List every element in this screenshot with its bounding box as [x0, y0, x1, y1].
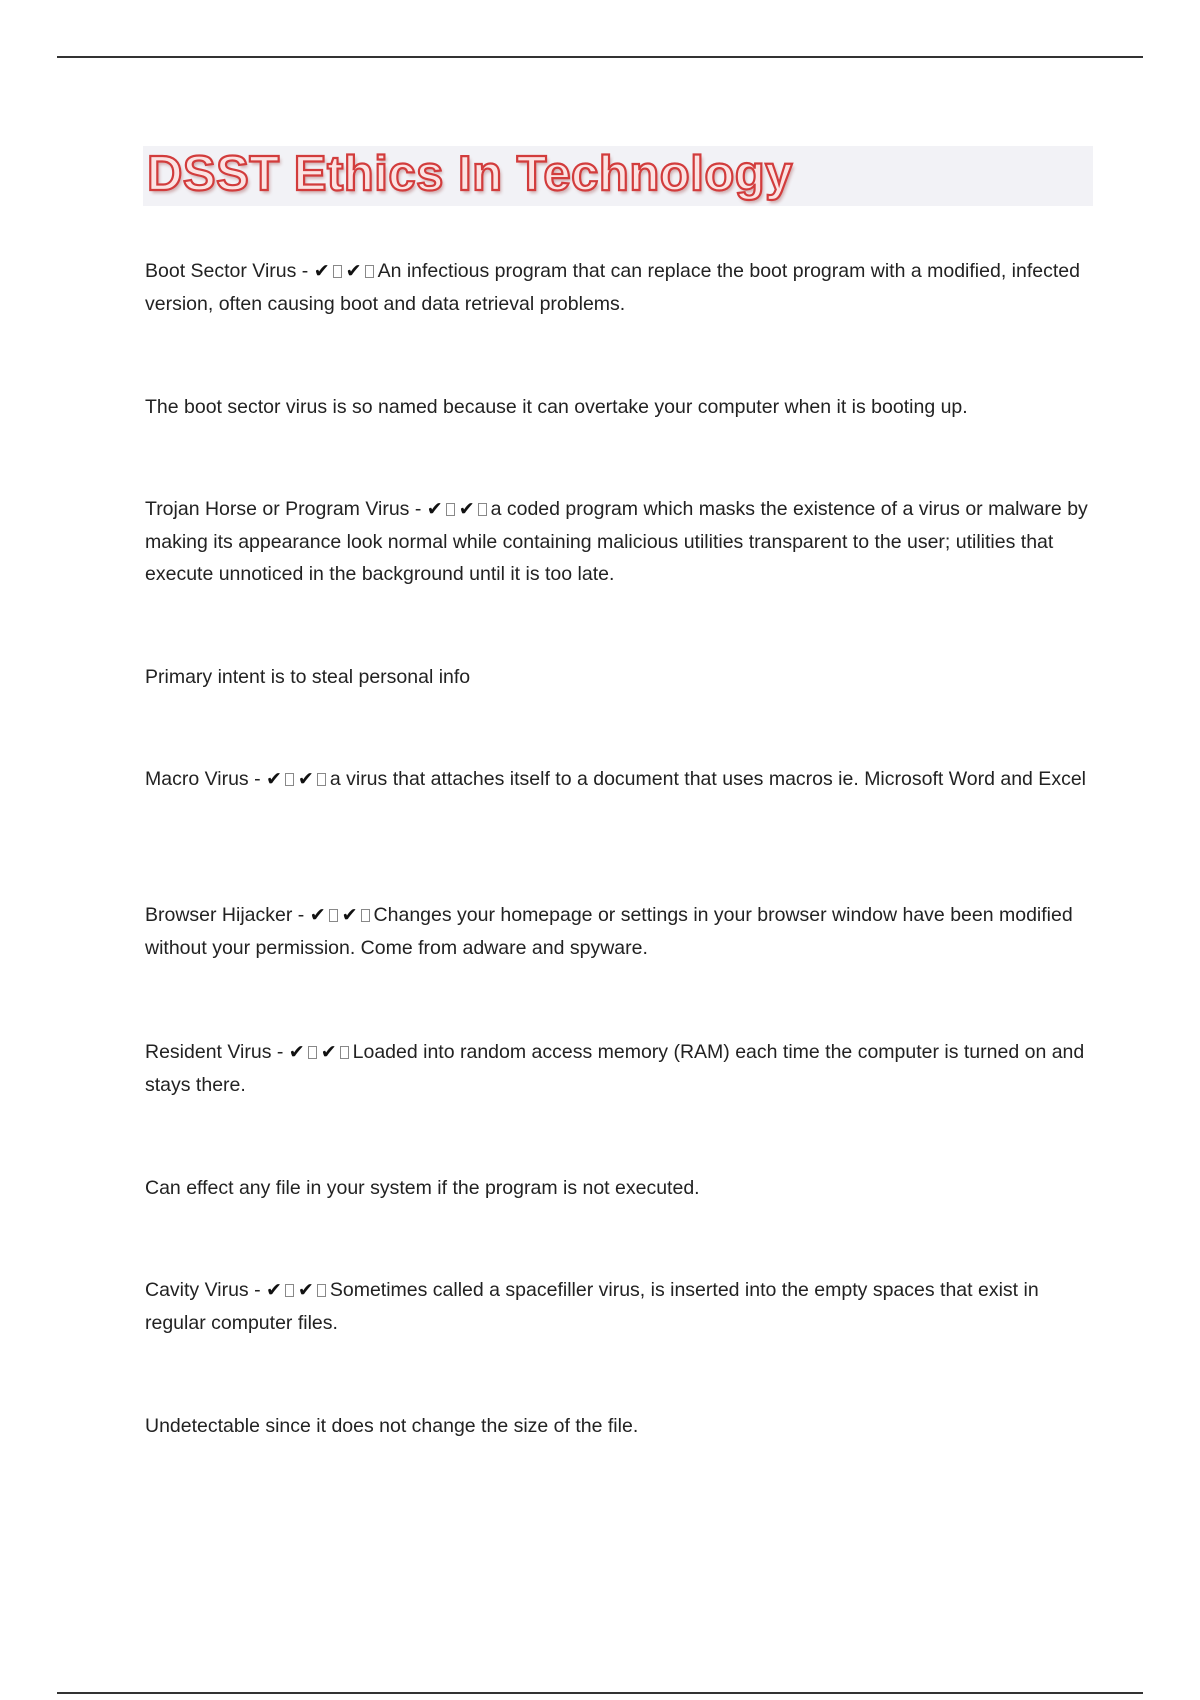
check-icon: ✔ [288, 1041, 305, 1063]
box-icon [333, 265, 342, 278]
definition: a coded program which masks the existence of a virus or malware by making its appearance look normal while containing malicious utilities transparent to the user; utilities that execute unnoticed in the background until it is too late. [145, 498, 1088, 585]
term: Macro Virus - [145, 768, 266, 790]
definition: Changes your homepage or settings in your browser window have been modified without your permission. Come from adware and spyware. [145, 904, 1073, 959]
flashcard-browser-hijacker [145, 899, 1095, 964]
box-icon [317, 1284, 326, 1297]
box-icon [365, 265, 374, 278]
box-icon [285, 773, 294, 786]
document-title: DSST Ethics In Technology [147, 147, 793, 201]
term: Browser Hijacker - [145, 904, 310, 926]
note-boot-sector-naming [145, 391, 1095, 424]
check-icon: ✔ [266, 1279, 282, 1301]
check-icon: ✔ [320, 1041, 337, 1063]
title-banner [143, 146, 1093, 206]
box-icon [361, 909, 370, 922]
note-cavity-undetectable [145, 1410, 1095, 1443]
term: Boot Sector Virus - [145, 260, 314, 282]
flashcard-trojan-horse [145, 493, 1095, 591]
flashcard-resident-virus [145, 1036, 1095, 1101]
flashcard-boot-sector-virus [145, 255, 1095, 320]
box-icon [317, 773, 326, 786]
check-icon: ✔ [458, 498, 475, 520]
check-icon: ✔ [426, 498, 443, 520]
box-icon [446, 503, 455, 516]
check-icon: ✔ [313, 260, 330, 282]
definition: Loaded into random access memory (RAM) each time the computer is turned on and stays there. [145, 1041, 1085, 1096]
term: Trojan Horse or Program Virus - [145, 498, 427, 520]
note-text: Undetectable since it does not change the size of the file. [145, 1415, 639, 1437]
term: Resident Virus - [145, 1041, 289, 1063]
check-icon: ✔ [341, 904, 358, 926]
definition: Sometimes called a spacefiller virus, is inserted into the empty spaces that exist in regular computer files. [145, 1279, 1039, 1334]
note-text: Primary intent is to steal personal info [145, 666, 471, 688]
header-rule [57, 56, 1143, 58]
box-icon [308, 1046, 317, 1059]
definition: An infectious program that can replace the boot program with a modified, infected version, often causing boot and data retrieval problems. [145, 260, 1080, 315]
term: Cavity Virus - [145, 1279, 266, 1301]
box-icon [285, 1284, 294, 1297]
note-resident-effect [145, 1172, 1095, 1205]
check-icon: ✔ [309, 904, 326, 926]
flashcard-cavity-virus [145, 1274, 1095, 1339]
note-text: Can effect any file in your system if the program is not executed. [145, 1177, 700, 1199]
check-icon: ✔ [297, 1279, 314, 1301]
flashcard-macro-virus [145, 763, 1095, 796]
note-trojan-intent [145, 661, 1095, 694]
check-icon: ✔ [266, 768, 282, 790]
box-icon [329, 909, 338, 922]
footer-rule [57, 1692, 1143, 1694]
note-text: The boot sector virus is so named because it can overtake your computer when it is booting up. [145, 396, 968, 418]
definition: a virus that attaches itself to a document that uses macros ie. Microsoft Word and Excel [329, 768, 1086, 790]
box-icon [340, 1046, 349, 1059]
check-icon: ✔ [297, 768, 314, 790]
check-icon: ✔ [345, 260, 362, 282]
box-icon [478, 503, 487, 516]
